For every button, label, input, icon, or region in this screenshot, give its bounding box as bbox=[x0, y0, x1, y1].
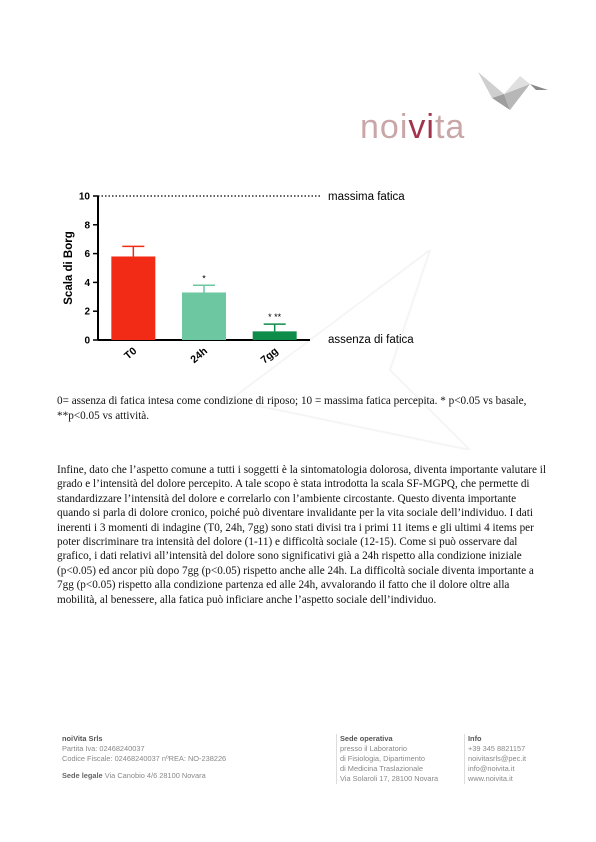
bar-T0 bbox=[111, 256, 155, 340]
company-cf: Codice Fiscale: 02468240037 nºREA: NO-238226 bbox=[62, 754, 227, 763]
company-piva: Partita Iva: 02468240037 bbox=[62, 744, 145, 753]
phone-link[interactable]: +39 345 8821157 bbox=[468, 744, 526, 753]
annotation-min: assenza di fatica bbox=[328, 334, 414, 346]
x-tick-label: 24h bbox=[188, 345, 210, 366]
company-name: noiVita Srls bbox=[62, 734, 103, 743]
footer-operativa bbox=[336, 734, 460, 784]
info-title: Info bbox=[468, 734, 482, 743]
operativa-line: Via Solaroli 17, 28100 Novara bbox=[340, 774, 439, 783]
y-tick-label: 8 bbox=[84, 220, 90, 232]
email-link[interactable]: info@noivita.it bbox=[468, 764, 515, 773]
y-tick-label: 0 bbox=[84, 335, 90, 347]
bar-chart bbox=[50, 180, 450, 370]
operativa-line: di Fisiologia, Dipartimento bbox=[340, 754, 426, 763]
significance-marker: * bbox=[202, 273, 206, 284]
bird-logo-icon bbox=[470, 64, 550, 114]
annotation-max: massima fatica bbox=[328, 191, 405, 203]
brand-logo: noivita bbox=[360, 108, 466, 146]
body-paragraph: Infine, dato che l’aspetto comune a tutti i soggetti è la sintomatologia dolorosa, diventa importante valutare il grado e l’intensità del dolore percepito. A tale scopo è stata introdotta la scala SF-MGPQ, che permette di standardizzare l’intensità del dolore e correlarlo con l’ambiente circostante. Questo diventa importante quando si parla di dolore cronico, poiché può diventare invalidante per la vita sociale dell’individuo. I dati inerenti i 3 momenti di indagine (T0, 24h, 7gg) sono stati divisi tra i primi 11 items e gli ultimi 4 items per poter discriminare tra intensità del dolore (1-11) e difficoltà sociale (12-15). Come si può osservare dal grafico, i dati relativi all’intensità del dolore sono significativi già a 24h rispetto alla condizione iniziale (p<0.05) ed ancor più dopo 7gg (p<0.05) rispetto anche alle 24h. La difficoltà sociale diventa importante a 7gg (p<0.05) rispetto alla condizione partenza ed alle 24h, avvalorando il fatto che il dolore oltre alla mobilità, al benessere, alla fatica può inficiare anche l’aspetto sociale dell’individuo. bbox=[57, 464, 547, 606]
bar-7gg bbox=[253, 331, 297, 340]
x-tick-label: 7gg bbox=[258, 345, 281, 367]
website-link[interactable]: www.noivita.it bbox=[468, 774, 513, 783]
significance-marker: * ** bbox=[268, 312, 282, 323]
pec-link[interactable]: noivitasrls@pec.it bbox=[468, 754, 527, 763]
bar-24h bbox=[182, 292, 226, 340]
operativa-line: di Medicina Traslazionale bbox=[340, 764, 423, 773]
footer-company bbox=[62, 734, 292, 781]
operativa-line: presso il Laboratorio bbox=[340, 744, 407, 753]
x-tick-label: T0 bbox=[122, 345, 140, 363]
y-tick-label: 2 bbox=[84, 306, 90, 318]
operativa-title: Sede operativa bbox=[340, 734, 393, 743]
legal-address: Sede legale Via Canobio 4/6 28100 Novara bbox=[62, 771, 206, 780]
y-tick-label: 6 bbox=[84, 249, 90, 261]
figure-caption: 0= assenza di fatica intesa come condizione di riposo; 10 = massima fatica percepita. * p<0.05 vs basale, **p<0.05 vs attività. bbox=[57, 395, 527, 422]
y-axis-label: Scala di Borg bbox=[63, 231, 75, 305]
y-tick-label: 4 bbox=[84, 277, 90, 289]
footer-info bbox=[464, 734, 578, 784]
y-tick-label: 10 bbox=[78, 191, 90, 203]
